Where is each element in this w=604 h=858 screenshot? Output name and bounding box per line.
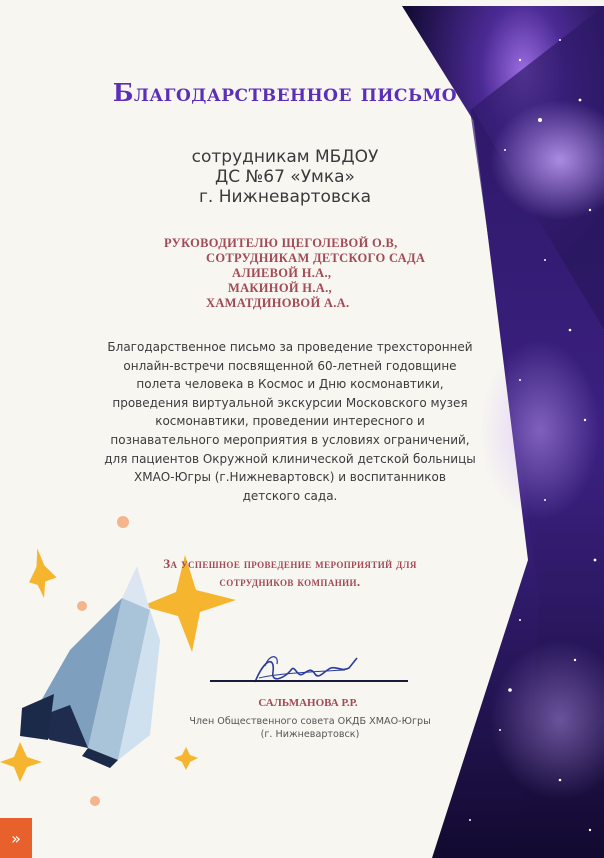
name-line: ХАМАТДИНОВОЙ А.А. — [206, 296, 350, 310]
closing-phrase — [105, 555, 475, 591]
signer-name: САЛЬМАНОВА Р.Р. — [258, 697, 358, 709]
body-line: онлайн-встречи посвященной 60-летней годовщине — [123, 358, 457, 373]
closing-line: За успешное проведение мероприятий для — [163, 556, 417, 571]
body-line: ХМАО-Югры (г.Нижневартовск) и воспитанников — [134, 470, 446, 485]
letter-body — [80, 338, 500, 505]
body-line: познавательного мероприятия в условиях ограничений, — [110, 432, 470, 447]
signer-role-line: Член Общественного совета ОКДБ ХМАО-Югры — [189, 716, 431, 727]
double-chevron-right-icon: » — [11, 828, 21, 848]
signer-role — [160, 715, 460, 741]
name-line: СОТРУДНИКАМ ДЕТСКОГО САДА — [206, 251, 426, 265]
signature-line — [210, 680, 408, 682]
recipient-block — [130, 147, 440, 207]
body-line: проведения виртуальной экскурсии Московского музея — [112, 395, 468, 410]
recipient-line: г. Нижневартовска — [198, 187, 372, 207]
name-line: МАКИНОЙ Н.А., — [228, 281, 332, 295]
next-page-button[interactable] — [0, 818, 32, 858]
recipient-line: сотрудникам МБДОУ — [191, 147, 379, 167]
closing-line: сотрудников компании. — [219, 574, 361, 589]
signature-image — [245, 648, 365, 692]
names-block — [130, 236, 470, 311]
body-line: полета человека в Космос и Дню космонавтики, — [136, 377, 444, 392]
body-line: для пациентов Окружной клинической детской больницы — [104, 451, 476, 466]
recipient-line: ДС №67 «Умка» — [215, 167, 355, 187]
body-line: космонавтики, проведении интересного и — [155, 414, 425, 429]
body-line: детского сада. — [242, 488, 338, 503]
signer-role-line: (г. Нижневартовск) — [260, 729, 360, 740]
name-line: РУКОВОДИТЕЛЮ ЩЕГОЛЕВОЙ О.В, — [164, 236, 398, 250]
body-line: Благодарственное письмо за проведение трехсторонней — [107, 340, 473, 354]
letter-title: Благодарственное письмо — [112, 78, 458, 107]
name-line: АЛИЕВОЙ Н.А., — [232, 266, 332, 280]
